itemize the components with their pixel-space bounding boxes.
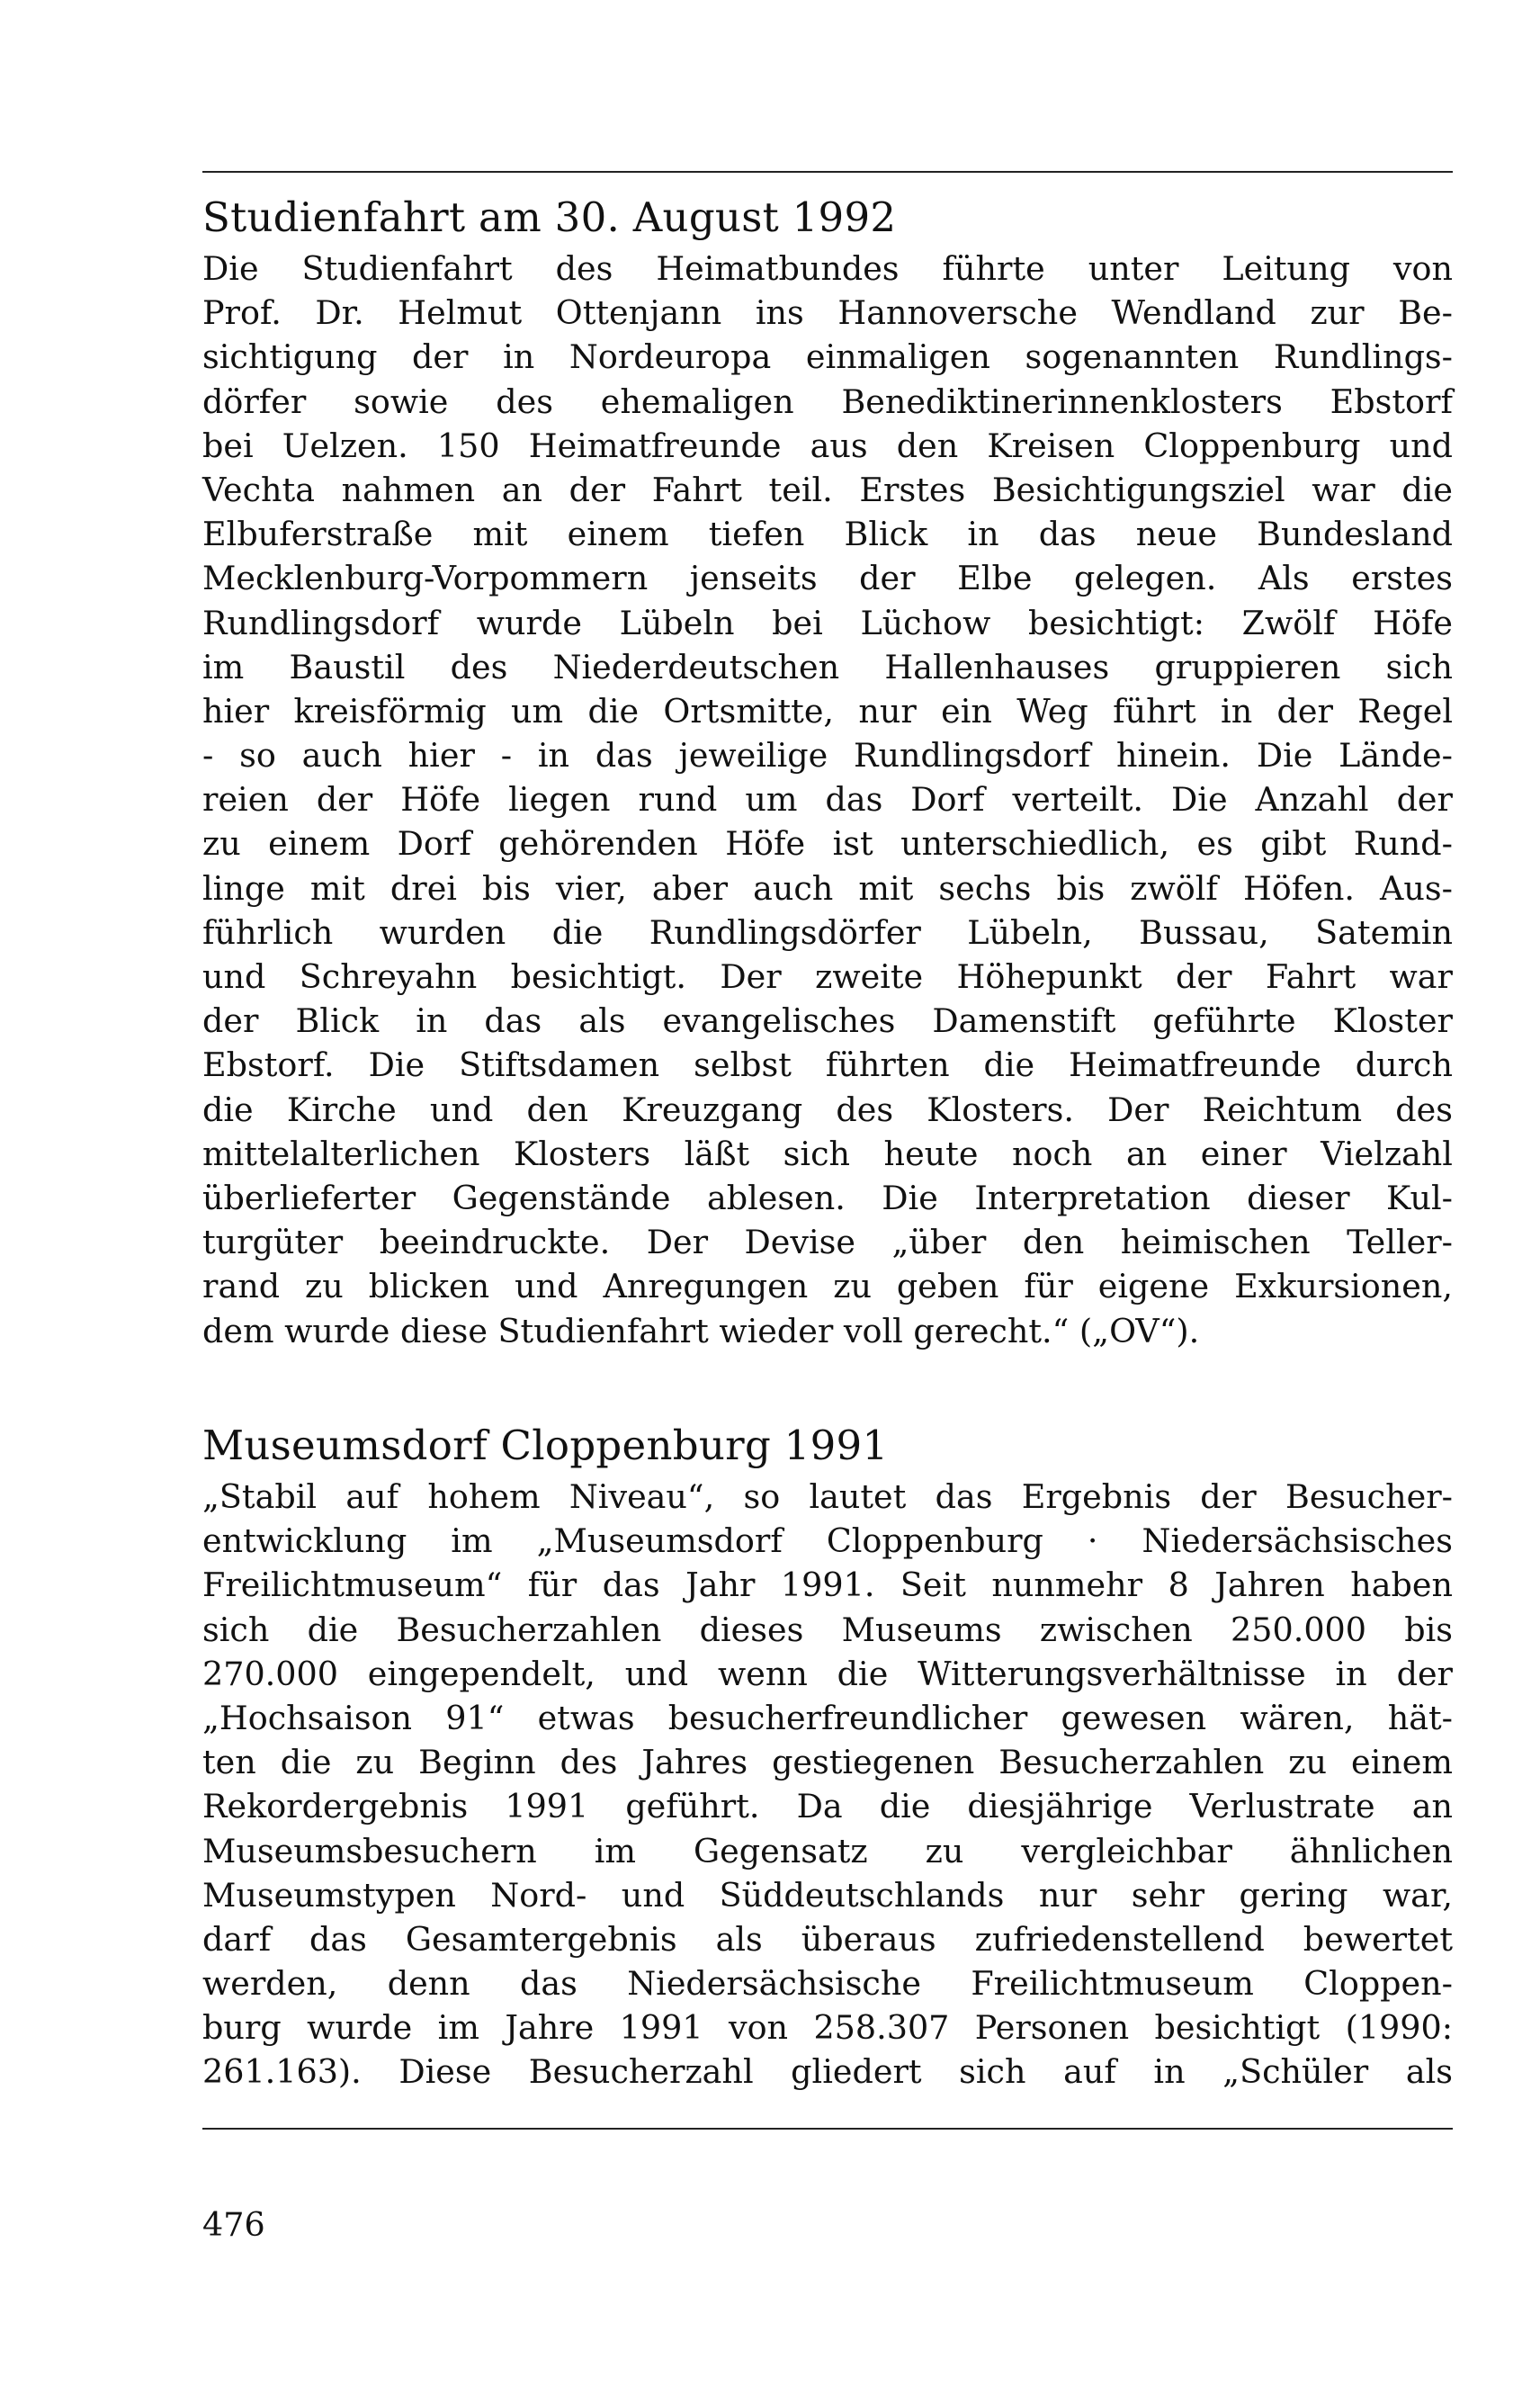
text-line: werden, denn das Niedersächsische Freilichtmuseum Cloppen- [202,1964,1453,2004]
text-line: hier kreisförmig um die Ortsmitte, nur ein Weg führt in der Regel [202,691,1453,731]
text-line: Freilichtmuseum“ für das Jahr 1991. Seit nunmehr 8 Jahren haben [202,1565,1453,1605]
text-line: rand zu blicken und Anregungen zu geben für eigene Exkursionen, [202,1267,1453,1306]
text-line: sichtigung der in Nordeuropa einmaligen sogenannten Rundlings- [202,337,1453,377]
section-museumsdorf [202,1419,1453,2095]
text-line: Museumstypen Nord- und Süddeutschlands nur sehr gering war, [202,1875,1453,1915]
text-line: entwicklung im „Museumsdorf Cloppenburg · Niedersächsisches [202,1521,1453,1561]
text-line: Mecklenburg-Vorpommern jenseits der Elbe gelegen. Als erstes [202,559,1453,598]
text-line: die Kirche und den Kreuzgang des Klosters. Der Reichtum des [202,1090,1453,1129]
text-line: - so auch hier - in das jeweilige Rundlingsdorf hinein. Die Lände- [202,736,1453,776]
page-number: 476 [202,2205,265,2244]
section-heading: Studienfahrt am 30. August 1992 [202,193,897,241]
text-line: Die Studienfahrt des Heimatbundes führte unter Leitung von [202,249,1453,288]
text-line: dem wurde diese Studienfahrt wieder voll gerecht.“ („OV“). [202,1311,1200,1350]
text-line: Museumsbesuchern im Gegensatz zu vergleichbar ähnlichen [202,1831,1453,1870]
text-line: turgüter beeindruckte. Der Devise „über den heimischen Teller- [202,1223,1453,1262]
section-body [202,247,1453,1353]
text-line: sich die Besucherzahlen dieses Museums zwischen 250.000 bis [202,1610,1453,1649]
text-line: „Hochsaison 91“ etwas besucherfreundlicher gewesen wären, hät- [202,1698,1453,1737]
text-line: linge mit drei bis vier, aber auch mit sechs bis zwölf Höfen. Aus- [202,868,1453,908]
text-line: dörfer sowie des ehemaligen Benediktinerinnenklosters Ebstorf [202,381,1453,421]
text-line: Prof. Dr. Helmut Ottenjann ins Hannoversche Wendland zur Be- [202,293,1453,333]
text-line: Rundlingsdorf wurde Lübeln bei Lüchow besichtigt: Zwölf Höfe [202,603,1453,642]
section-heading: Museumsdorf Cloppenburg 1991 [202,1422,889,1469]
text-line: der Blick in das als evangelisches Damenstift geführte Kloster [202,1001,1453,1041]
text-line: mittelalterlichen Klosters läßt sich heute noch an einer Vielzahl [202,1134,1453,1173]
text-line: Rekordergebnis 1991 geführt. Da die diesjährige Verlustrate an [202,1787,1453,1826]
text-line: und Schreyahn besichtigt. Der zweite Höhepunkt der Fahrt war [202,957,1453,996]
text-line: zu einem Dorf gehörenden Höfe ist unterschiedlich, es gibt Rund- [202,824,1453,864]
text-line: bei Uelzen. 150 Heimatfreunde aus den Kreisen Cloppenburg und [202,426,1453,465]
text-line: 261.163). Diese Besucherzahl gliedert sich auf in „Schüler als [202,2052,1453,2092]
top-rule [202,171,1453,173]
text-line: burg wurde im Jahre 1991 von 258.307 Personen besichtigt (1990: [202,2008,1453,2048]
bottom-rule [202,2128,1453,2130]
text-line: „Stabil auf hohem Niveau“, so lautet das Ergebnis der Besucher- [202,1477,1453,1516]
text-line: Vechta nahmen an der Fahrt teil. Erstes Besichtigungsziel war die [202,470,1453,509]
text-line: überlieferter Gegenstände ablesen. Die Interpretation dieser Kul- [202,1178,1453,1217]
text-line: im Baustil des Niederdeutschen Hallenhauses gruppieren sich [202,647,1453,686]
text-line: darf das Gesamtergebnis als überaus zufriedenstellend bewertet [202,1919,1453,1959]
text-line: reien der Höfe liegen rund um das Dorf verteilt. Die Anzahl der [202,780,1453,820]
section-body [202,1475,1453,2095]
text-line: führlich wurden die Rundlingsdörfer Lübeln, Bussau, Satemin [202,912,1453,952]
text-line: Ebstorf. Die Stiftsdamen selbst führten die Heimatfreunde durch [202,1045,1453,1085]
text-line: Elbuferstraße mit einem tiefen Blick in das neue Bundesland [202,515,1453,554]
text-line: ten die zu Beginn des Jahres gestiegenen Besucherzahlen zu einem [202,1743,1453,1782]
section-studienfahrt [202,191,1453,1353]
text-line: 270.000 eingependelt, und wenn die Witterungsverhältnisse in der [202,1654,1453,1693]
